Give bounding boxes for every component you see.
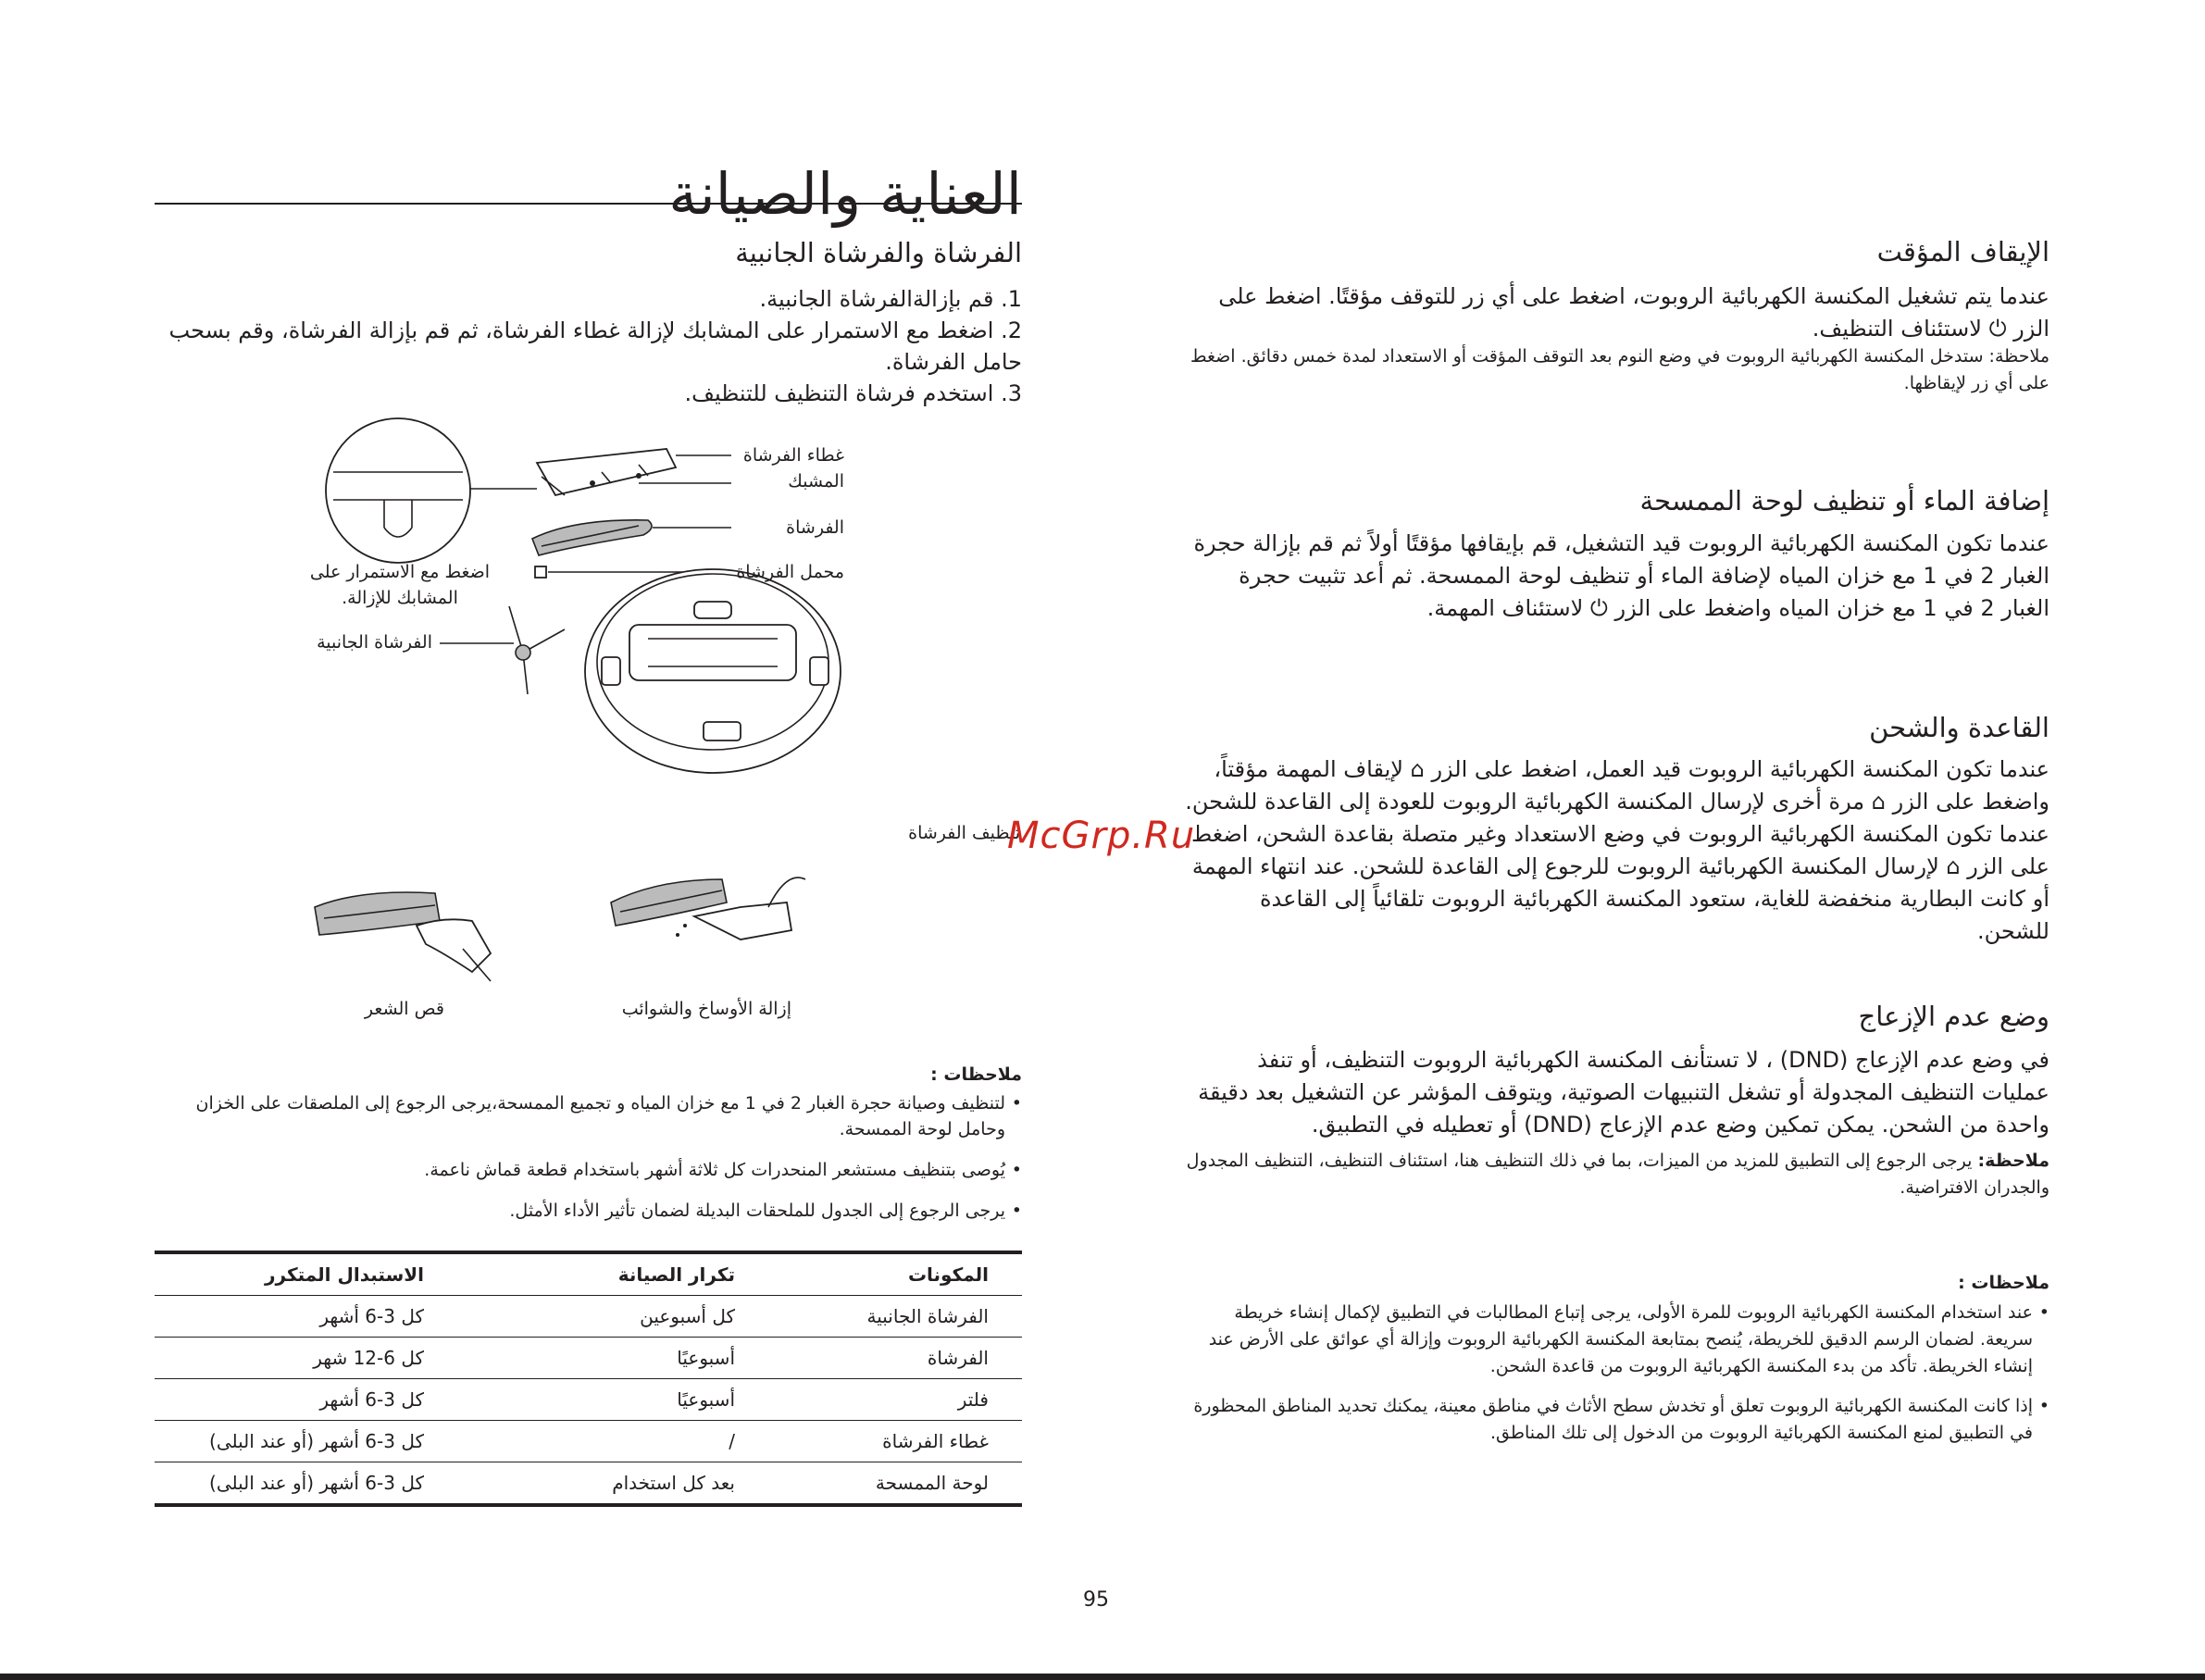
table-cell: كل 3-6 أشهر <box>155 1379 457 1421</box>
table-cell: بعد كل استخدام <box>457 1462 768 1506</box>
table-cell: كل 3-6 أشهر (أو عند البلى) <box>155 1462 457 1506</box>
dnd-text: في وضع عدم الإزعاج (DND) ، لا تستأنف المكنسة الكهربائية الروبوت التنظيف، أو تنفذ عمليات التنظيف المجدولة أو تشغل التنبيهات الصوتية، ويتوقف المؤشر عن التشغيل بعد دقيقة واحدة من الشحن. يمكن تمكين وضع عدم الإزعاج (DND) أو تعطيله في التطبيق. <box>1198 1047 2049 1138</box>
side-brush-part <box>509 606 565 694</box>
callout-cleaning-brush: تنظيف الفرشاة <box>908 823 1020 843</box>
notes-left-list <box>155 1090 1022 1238</box>
callout-clip: المشبك <box>788 471 844 492</box>
table-cell: الفرشاة <box>768 1338 1022 1379</box>
pause-note: ملاحظة: ستدخل المكنسة الكهربائية الروبوت في وضع النوم بعد التوقف المؤقت أو الاستعداد لمدة خمس دقائق. اضغط على أي زر لإيقاظها. <box>1190 346 2049 393</box>
step-item: 2. اضغط مع الاستمرار على المشابك لإزالة غطاء الفرشاة، ثم قم بإزالة الفرشاة، وقم بسحب حامل الفرشاة. <box>168 317 1022 375</box>
step-item: 3. استخدم فرشاة التنظيف للتنظيف. <box>684 380 1022 406</box>
table-row <box>155 1379 1022 1421</box>
dnd-note <box>1184 1148 2049 1201</box>
table-header-row <box>155 1252 1022 1296</box>
remove-dirt-illustration <box>611 877 805 940</box>
label-remove-dirt: إزالة الأوساخ والشوائب <box>621 999 791 1019</box>
callout-brush: الفرشاة <box>786 517 844 538</box>
table-header: المكونات <box>768 1252 1022 1296</box>
title-divider <box>155 203 1022 205</box>
robot-bottom-view <box>585 569 841 773</box>
side-brush-steps <box>155 283 1022 409</box>
table-cell: كل 3-6 أشهر (أو عند البلى) <box>155 1421 457 1462</box>
notes-left-title: ملاحظات : <box>930 1064 1022 1085</box>
dnd-note-text: يرجى الرجوع إلى التطبيق للمزيد من الميزات، بما في ذلك التنظيف هنا، استئناف التنظيف، التنظيف المجدول والجدران الافتراضية. <box>1186 1151 2049 1198</box>
brush-cover-part <box>537 449 676 495</box>
note-item: • يُوصى بتنظيف مستشعر المنحدرات كل ثلاثة أشهر باستخدام قطعة قماش ناعمة. <box>155 1157 1022 1183</box>
dock-heading: القاعدة والشحن <box>1869 712 2049 743</box>
table-cell: غطاء الفرشاة <box>768 1421 1022 1462</box>
table-cell: أسبوعيًا <box>457 1379 768 1421</box>
bottom-bar <box>0 1674 2205 1680</box>
page-number: 95 <box>1083 1588 1109 1612</box>
maintenance-table <box>155 1251 1022 1507</box>
table-cell: لوحة الممسحة <box>768 1462 1022 1506</box>
pause-heading: الإيقاف المؤقت <box>1876 236 2049 268</box>
page-title: العناية والصيانة <box>668 159 1022 228</box>
table-row <box>155 1296 1022 1338</box>
water-heading: إضافة الماء أو تنظيف لوحة الممسحة <box>1639 485 2049 516</box>
main-brush-part <box>532 520 652 555</box>
notes-right-list <box>1184 1300 2049 1460</box>
table-cell: / <box>457 1421 768 1462</box>
table-header: تكرار الصيانة <box>457 1252 768 1296</box>
table-cell: الفرشاة الجانبية <box>768 1296 1022 1338</box>
callout-press-hold: اضغط مع الاستمرار على المشابك للإزالة. <box>309 562 491 608</box>
note-item: • عند استخدام المكنسة الكهربائية الروبوت للمرة الأولى، يرجى إتباع المطالبات في التطبيق لإكمال إنشاء خريطة سريعة. لضمان الرسم الدقيق للخريطة، يُنصح بمتابعة المكنسة الكهربائية الروبوت وإزالة أي عوائق على الأرض عند إنشاء الخريطة. تأكد من بدء المكنسة الكهربائية الروبوت من قاعدة الشحن. <box>1184 1300 2049 1380</box>
table-cell: كل 3-6 أشهر <box>155 1296 457 1338</box>
callout-brush-holder: محمل الفرشاة <box>736 562 844 582</box>
table-header: الاستبدال المتكرر <box>155 1252 457 1296</box>
note-item: • إذا كانت المكنسة الكهربائية الروبوت تعلق أو تخدش سطح الأثاث في مناطق معينة، يمكنك تحديد المناطق المحظورة في التطبيق لمنع المكنسة الكهربائية الروبوت من الدخول إلى تلك المناطق. <box>1184 1393 2049 1447</box>
table-cell: أسبوعيًا <box>457 1338 768 1379</box>
cut-hair-illustration <box>315 892 491 981</box>
brush-holder-part <box>535 566 546 578</box>
callout-brush-cover: غطاء الفرشاة <box>742 445 844 466</box>
table-row <box>155 1462 1022 1506</box>
callout-side-brush: الفرشاة الجانبية <box>317 632 432 653</box>
table-cell: فلتر <box>768 1379 1022 1421</box>
table-cell: كل أسبوعين <box>457 1296 768 1338</box>
notes-right-title: ملاحظات : <box>1958 1273 2049 1293</box>
cleaning-brush-illustration <box>305 852 815 990</box>
side-brush-heading: الفرشاة والفرشاة الجانبية <box>735 237 1022 268</box>
water-text: عندما تكون المكنسة الكهربائية الروبوت قيد التشغيل، قم بإيقافها مؤقتًا أولاً ثم قم بإزالة حجرة الغبار 2 في 1 مع خزان المياه لإضافة الماء أو تنظيف لوحة الممسحة. ثم أعد تثبيت حجرة الغبار 2 في 1 مع خزان المياه واضغط على الزر ⏻ لاستئناف المهمة. <box>1193 530 2049 621</box>
dnd-note-label: ملاحظة: <box>1977 1151 2049 1171</box>
table-cell: كل 6-12 شهر <box>155 1338 457 1379</box>
label-cut-hair: قص الشعر <box>364 999 444 1019</box>
pause-text: عندما يتم تشغيل المكنسة الكهربائية الروبوت، اضغط على أي زر للتوقف مؤقتًا. اضغط على الزر ⏻ لاستئناف التنظيف. <box>1218 283 2049 342</box>
table-row <box>155 1338 1022 1379</box>
watermark: McGrp.Ru <box>1007 815 1196 857</box>
step-item: 1. قم بإزالةالفرشاة الجانبية. <box>759 286 1022 312</box>
table-row <box>155 1421 1022 1462</box>
dnd-heading: وضع عدم الإزعاج <box>1858 1001 2049 1032</box>
note-item: • يرجى الرجوع إلى الجدول للملحقات البديلة لضمان تأثير الأداء الأمثل. <box>155 1198 1022 1224</box>
dock-text: عندما تكون المكنسة الكهربائية الروبوت قيد العمل، اضغط على الزر ⌂ لإيقاف المهمة مؤقتاً، واضغط على الزر ⌂ مرة أخرى لإرسال المكنسة الكهربائية الروبوت للعودة إلى القاعدة للشحن. عندما تكون المكنسة الكهربائية الروبوت في وضع الاستعداد وغير متصلة بقاعدة الشحن، اضغط على الزر ⌂ لإرسال المكنسة الكهربائية الروبوت للرجوع إلى القاعدة للشحن. عند انتهاء المهمة أو كانت البطارية منخفضة للغاية، ستعود المكنسة الكهربائية الروبوت تلقائياً إلى القاعدة للشحن. <box>1185 756 2049 944</box>
note-item: • لتنظيف وصيانة حجرة الغبار 2 في 1 مع خزان المياه و تجميع الممسحة،يرجى الرجوع إلى الملصقات على الخزان وحامل لوحة الممسحة. <box>155 1090 1022 1142</box>
clip-zoom-circle <box>326 418 470 563</box>
